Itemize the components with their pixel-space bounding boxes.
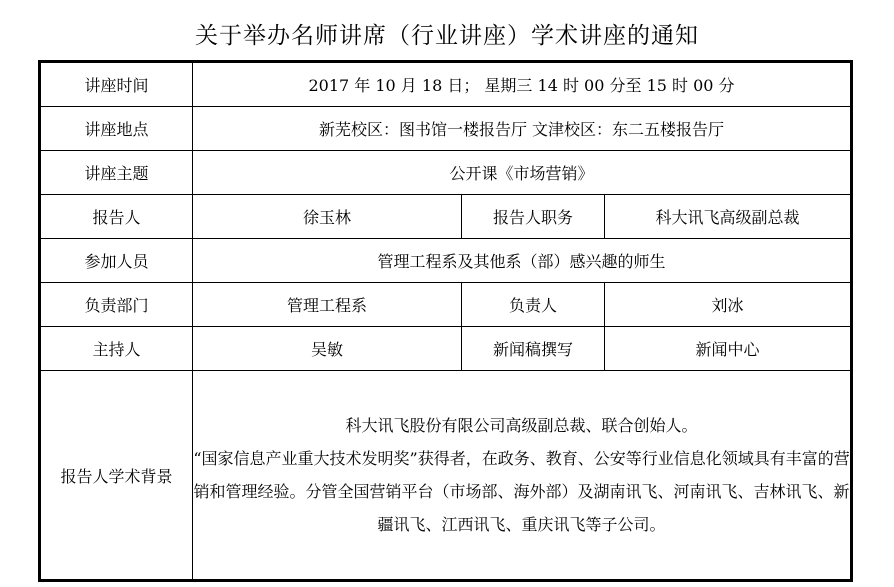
row-speaker (40, 195, 852, 239)
time-value: 2017 年 10 月 18 日； 星期三 14 时 00 分至 15 时 00 分 (193, 62, 852, 107)
time-label: 讲座时间 (40, 62, 193, 107)
news-writer-value: 新闻中心 (605, 327, 852, 371)
speaker-label: 报告人 (40, 195, 193, 239)
topic-value: 公开课《市场营销》 (193, 151, 852, 195)
background-line-1: 科大讯飞股份有限公司高级副总裁、联合创始人。 (345, 416, 698, 435)
row-attendees (40, 239, 852, 283)
row-background (40, 371, 852, 581)
notice-title: 关于举办名师讲席（行业讲座）学术讲座的通知 (195, 23, 699, 49)
row-time (40, 62, 852, 107)
location-value: 新芜校区：图书馆一楼报告厅 文津校区：东二五楼报告厅 (193, 107, 852, 151)
row-topic (40, 151, 852, 195)
speaker-value: 徐玉林 (193, 195, 462, 239)
row-location (40, 107, 852, 151)
background-text (193, 371, 852, 581)
news-writer-label: 新闻稿撰写 (462, 327, 605, 371)
host-value: 吴敏 (193, 327, 462, 371)
attendees-value: 管理工程系及其他系（部）感兴趣的师生 (193, 239, 852, 283)
attendees-label: 参加人员 (40, 239, 193, 283)
background-line-2: “国家信息产业重大技术发明奖”获得者，在政务、教育、公安等行业信息化领域具有丰富的营销和管理经验。分管全国营销平台（市场部、海外部）及湖南讯飞、河南讯飞、吉林讯飞、新疆讯飞、江西讯飞、重庆讯飞等子公司。 (193, 449, 850, 534)
background-label: 报告人学术背景 (40, 371, 193, 581)
speaker-position-label: 报告人职务 (462, 195, 605, 239)
department-label: 负责部门 (40, 283, 193, 327)
person-in-charge-value: 刘冰 (605, 283, 852, 327)
row-host (40, 327, 852, 371)
topic-label: 讲座主题 (40, 151, 193, 195)
location-label: 讲座地点 (40, 107, 193, 151)
speaker-position-value: 科大讯飞高级副总裁 (605, 195, 852, 239)
host-label: 主持人 (40, 327, 193, 371)
person-in-charge-label: 负责人 (462, 283, 605, 327)
department-value: 管理工程系 (193, 283, 462, 327)
notice-table (38, 60, 853, 582)
row-department (40, 283, 852, 327)
